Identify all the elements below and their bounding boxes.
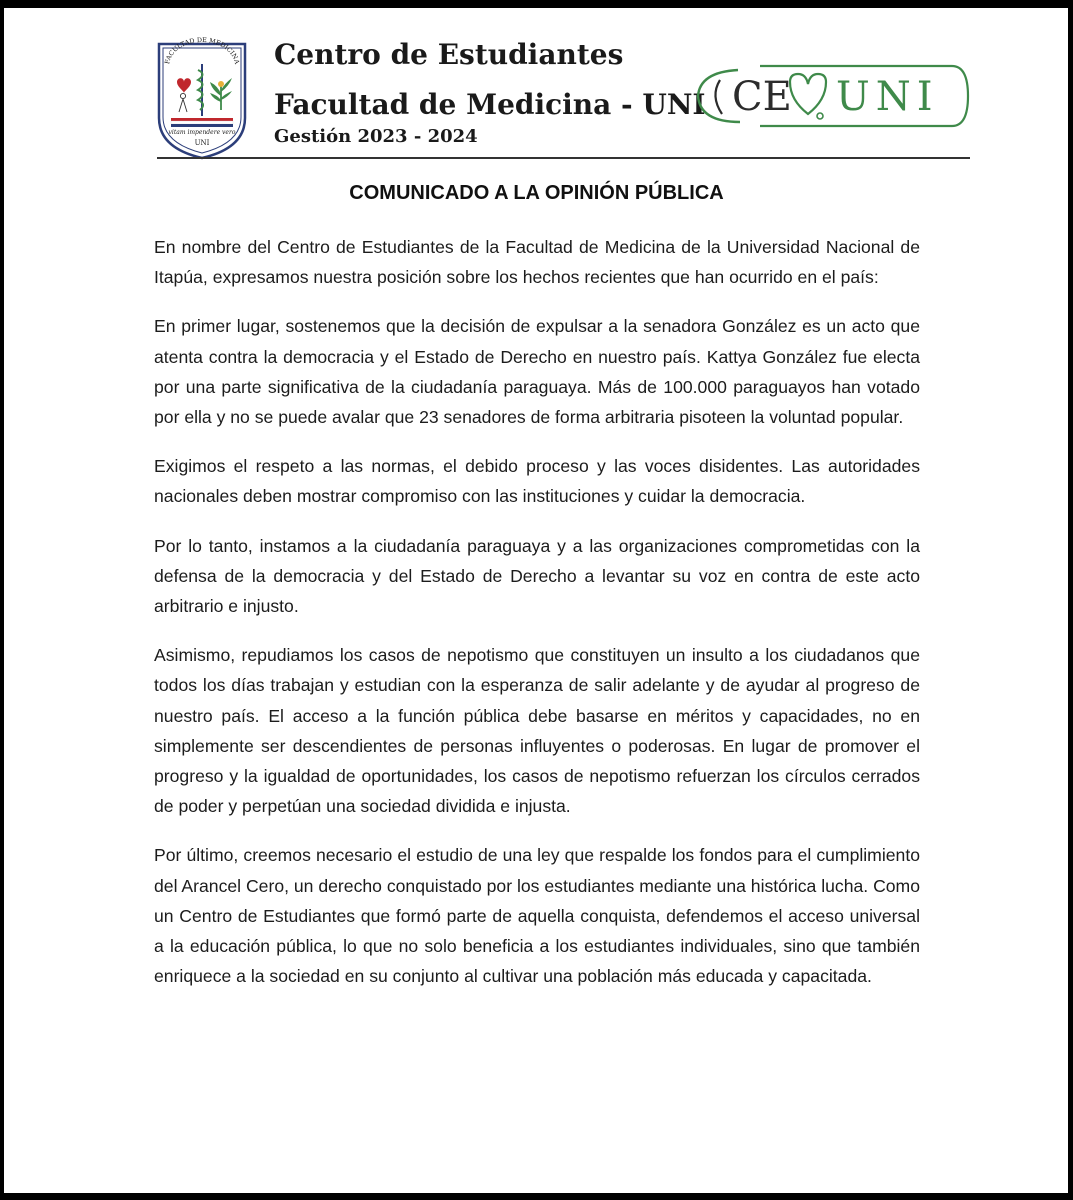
paragraph-call-to-action: Por lo tanto, instamos a la ciudadanía paraguaya y a las organizaciones comprometidas con la defensa de la democracia y del Estado de Derecho a levantar su voz en contra de este acto arbitrario e injusto. (154, 535, 920, 617)
svg-text:FACULTAD DE MEDICINA: FACULTAD DE MEDICINA (163, 36, 241, 65)
paragraph-arancel-cero: Por último, creemos necesario el estudio de una ley que respalde los fondos para el cumplimiento del Arancel Cero, un derecho conquistado por los estudiantes mediante una histórica lucha. Como un Centro de Estudiantes que formó parte de aquella conquista, defendemos el acceso universal a la educación pública, lo que no solo beneficia a los estudiantes individuales, sino que también enriquece a la sociedad en su conjunto al cultivar una población más educada y capacitada. (154, 845, 920, 987)
faculty-crest-logo (155, 36, 249, 160)
paragraph-nepotism: Asimismo, repudiamos los casos de nepotismo que constituyen un insulto a los ciudadanos que todos los días trabajan y estudian con la esperanza de salir adelante y de ayudar al progreso de nuestro país. El acceso a la función pública debe basarse en méritos y capacidades, no en simplemente ser descendientes de personas influyentes o poderosas. En lugar de promover el progreso y la igualdad de oportunidades, los casos de nepotismo refuerzan los círculos cerrados de poder y perpetúan una sociedad dividida e injusta. (154, 645, 920, 817)
header-divider (157, 157, 970, 159)
bottom-border (0, 1193, 1073, 1200)
cemuni-logo (690, 56, 970, 136)
top-border (0, 0, 1073, 8)
left-border (0, 0, 4, 1200)
paragraph-expulsion: En primer lugar, sostenemos que la decisión de expulsar a la senadora González es un acto que atenta contra la democracia y el Estado de Derecho en nuestro país. Kattya González fue electa por una parte significativa de la ciudadanía paraguaya. Más de 100.000 paraguayos han votado por ella y no se puede avalar que 23 senadores de forma arbitraria pisoteen la voluntad popular. (154, 316, 920, 428)
document-title: COMUNICADO A LA OPINIÓN PÚBLICA (349, 182, 724, 204)
svg-text:UNI: UNI (836, 74, 939, 120)
header-title-line2: Facultad de Medicina - UNI (274, 88, 706, 121)
svg-text:vitam impendere vero: vitam impendere vero (168, 129, 236, 136)
header-term: Gestión 2023 - 2024 (274, 126, 478, 147)
header-title-line1: Centro de Estudiantes (274, 38, 624, 71)
svg-text:UNI: UNI (194, 139, 210, 147)
document-body (154, 232, 920, 1010)
paragraph-intro: En nombre del Centro de Estudiantes de la Facultad de Medicina de la Universidad Nacional de Itapúa, expresamos nuestra posición sobre los hechos recientes que han ocurrido en el país: (154, 237, 920, 288)
svg-text:CE: CE (732, 74, 792, 120)
right-border (1068, 0, 1073, 1200)
paragraph-demands: Exigimos el respeto a las normas, el debido proceso y las voces disidentes. Las autoridades nacionales deben mostrar compromiso con las instituciones y cuidar la democracia. (154, 456, 920, 507)
